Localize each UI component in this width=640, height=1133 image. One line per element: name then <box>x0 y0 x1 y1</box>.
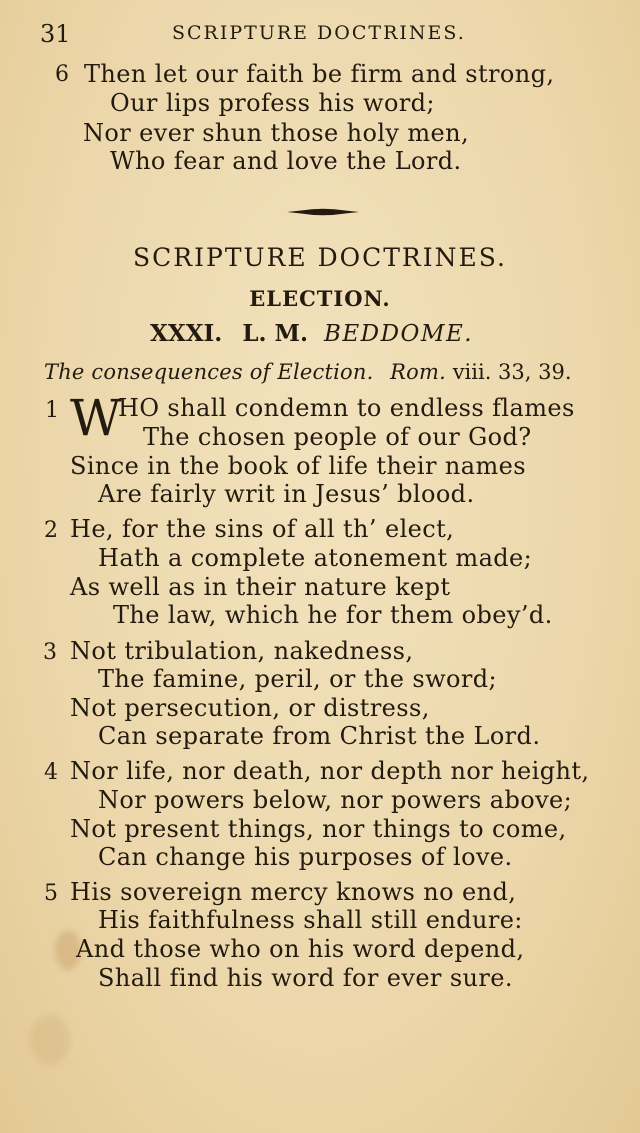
subject-text: The consequences of Election. <box>44 360 374 384</box>
stanza-number: 5 <box>44 881 58 906</box>
section-title: SCRIPTURE DOCTRINES. <box>133 243 507 272</box>
stanza-number: 1 <box>45 398 59 423</box>
stanza-line: Shall find his word for ever sure. <box>98 964 513 992</box>
hymn-number: XXXI. <box>150 320 223 347</box>
section-subtitle: ELECTION. <box>249 286 391 311</box>
reference-book: Rom. <box>390 360 446 384</box>
paper-stain <box>30 1015 70 1065</box>
stanza-line: Nor life, nor death, nor depth nor height, <box>70 757 590 785</box>
reference-verses: viii. 33, 39. <box>452 360 572 384</box>
stanza-line: And those who on his word depend, <box>76 935 525 963</box>
stanza-number: 2 <box>44 518 58 543</box>
stanza-number: 4 <box>44 760 58 785</box>
running-head: SCRIPTURE DOCTRINES. <box>172 22 466 44</box>
stanza-line: The famine, peril, or the sword; <box>98 665 498 693</box>
stanza-line: He, for the sins of all th’ elect, <box>70 515 455 543</box>
drop-cap: W <box>70 389 122 447</box>
stanza-line: As well as in their nature kept <box>70 573 451 601</box>
page-header <box>40 20 470 50</box>
page-number: 31 <box>40 20 71 48</box>
stanza-line: Then let our faith be firm and strong, <box>84 60 555 88</box>
stanza-line: Since in the book of life their names <box>70 452 526 480</box>
hymn-subject <box>44 360 572 384</box>
stanza-line: The law, which he for them obey’d. <box>113 601 553 629</box>
stanza-line: Our lips profess his word; <box>110 89 435 117</box>
hymn-meter: L. M. <box>242 320 308 347</box>
stanza-line: The chosen people of our God? <box>143 423 532 451</box>
stanza-line: His faithfulness shall still endure: <box>98 906 523 934</box>
stanza-line: HO shall condemn to endless flames <box>118 394 575 422</box>
divider-ornament <box>287 207 359 217</box>
stanza-line: Are fairly writ in Jesus’ blood. <box>98 480 475 508</box>
hymn-heading <box>150 320 473 347</box>
stanza-line: Can change his purposes of love. <box>98 843 513 871</box>
stanza-line: Not present things, nor things to come, <box>70 815 567 843</box>
hymn-author: BEDDOME. <box>323 321 474 347</box>
stanza-line: Not tribulation, nakedness, <box>70 637 414 665</box>
stanza-line: Can separate from Christ the Lord. <box>98 722 541 750</box>
stanza-number: 3 <box>43 640 57 665</box>
stanza-line: Not persecution, or distress, <box>70 694 430 722</box>
stanza-line: Who fear and love the Lord. <box>110 147 462 175</box>
stanza-line: Hath a complete atonement made; <box>98 544 533 572</box>
stanza-line: His sovereign mercy knows no end, <box>70 878 517 906</box>
stanza-number: 6 <box>55 62 69 87</box>
stanza-line: Nor ever shun those holy men, <box>83 119 470 147</box>
stanza-line: Nor powers below, nor powers above; <box>98 786 573 814</box>
